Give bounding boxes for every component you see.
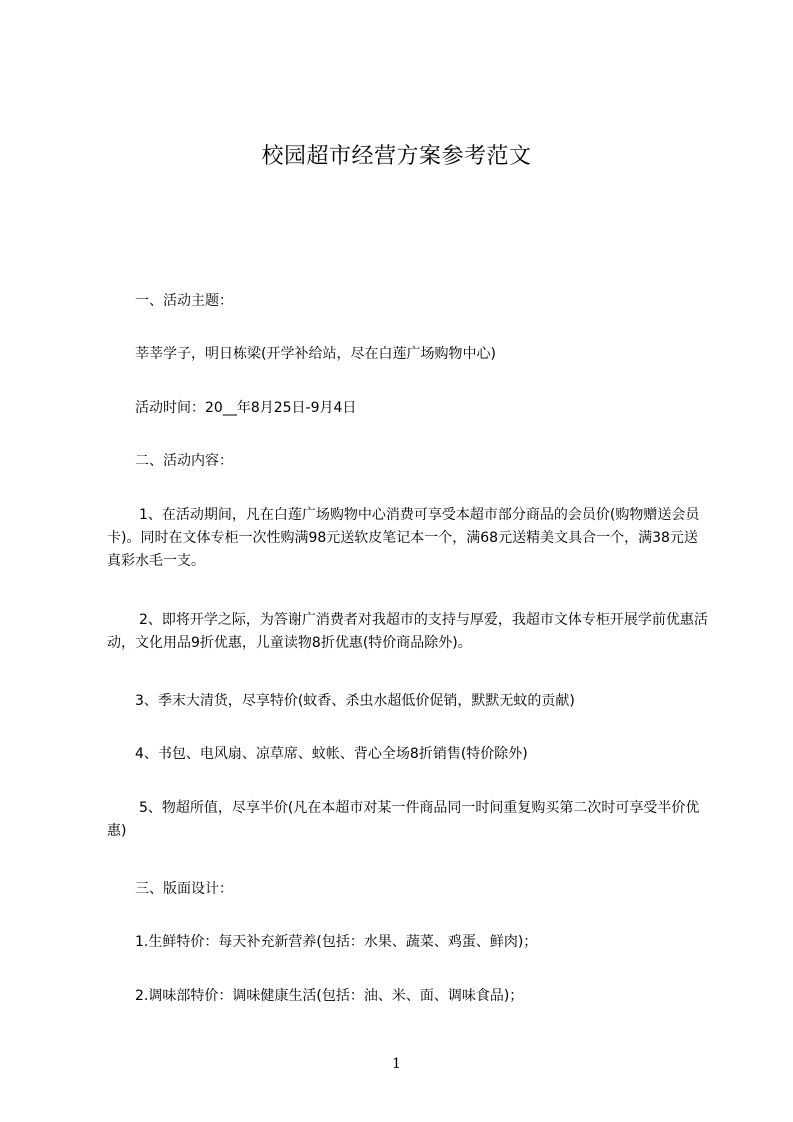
- page-number: 1: [392, 1056, 401, 1072]
- page-title: 校园超市经营方案参考范文: [261, 144, 532, 169]
- content-item-1: 1、在活动期间，凡在白莲广场购物中心消费可享受本超市部分商品的会员价(购物赠送会员卡)。同时在文体专柜一次性购满98元送软皮笔记本一个，满68元送精美文具合一个，满38元送真彩水毛一支。: [107, 507, 700, 569]
- content-item-4: 4、书包、电风扇、凉草席、蚊帐、背心全场8折销售(特价除外): [135, 746, 528, 762]
- layout-item-1: 1.生鲜特价：每天补充新营养(包括：水果、蔬菜、鸡蛋、鲜肉)；: [135, 934, 538, 950]
- content-item-2: 2、即将开学之际，为答谢广消费者对我超市的支持与厚爱，我超市文体专柜开展学前优惠活动，文化用品9折优惠，儿童读物8折优惠(特价商品除外)。: [107, 612, 708, 651]
- section-heading-activity-theme: 一、活动主题：: [135, 293, 233, 309]
- content-item-3: 3、季末大清货，尽享特价(蚊香、杀虫水超低价促销，默默无蚊的贡献): [135, 693, 575, 709]
- activity-theme-text: 莘莘学子，明日栋梁(开学补给站，尽在白莲广场购物中心): [135, 346, 496, 362]
- section-heading-layout-design: 三、版面设计：: [135, 881, 233, 897]
- content-item-5: 5、物超所值，尽享半价(凡在本超市对某一件商品同一时间重复购买第二次时可享受半价优惠): [107, 800, 700, 839]
- layout-item-2: 2.调味部特价：调味健康生活(包括：油、米、面、调味食品)；: [135, 988, 524, 1004]
- activity-time-text: 活动时间：20__年8月25日-9月4日: [135, 400, 357, 416]
- section-heading-activity-content: 二、活动内容：: [135, 453, 233, 469]
